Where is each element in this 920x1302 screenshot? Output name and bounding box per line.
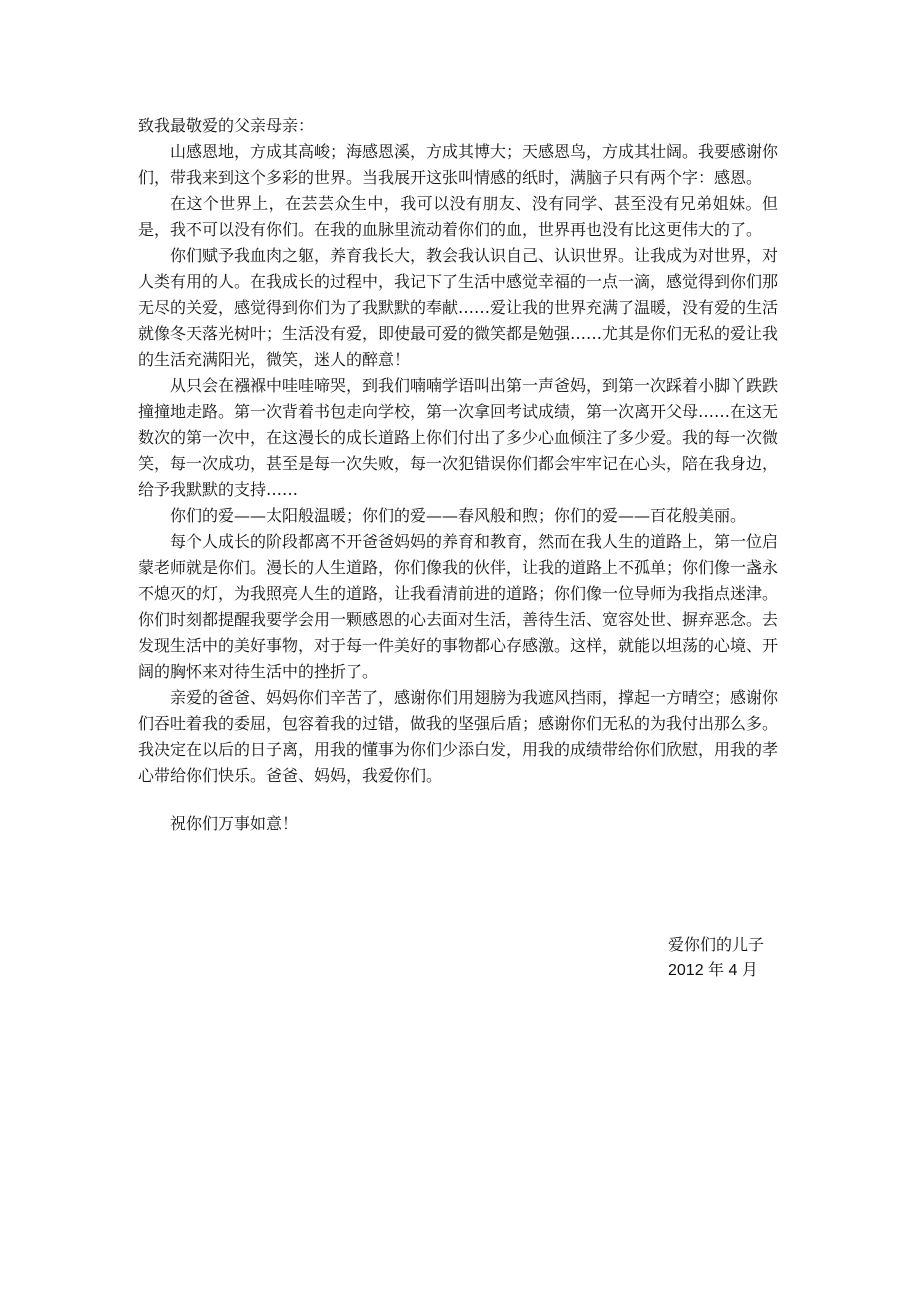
closing-wish: 祝你们万事如意！	[170, 814, 299, 833]
signature-block	[668, 932, 764, 984]
paragraph-6: 每个人成长的阶段都离不开爸爸妈妈的养育和教育，然而在我人生的道路上，第一位启蒙老师就是你们。漫长的人生道路，你们像我的伙伴，让我的道路上不孤单；你们像一盏永不熄灭的灯，为我照亮人生的道路，让我看清前进的道路；你们像一位导师为我指点迷津。你们时刻都提醒我要学会用一颗感恩的心去面对生活，善待生活、宽容处世、摒弃恶念。去发现生活中的美好事物，对于每一件美好的事物都心存感激。这样，就能以坦荡的心境、开阔的胸怀来对待生活中的挫折了。	[138, 532, 779, 681]
salutation: 致我最敬爱的父亲母亲：	[138, 116, 315, 135]
paragraph-2: 在这个世界上，在芸芸众生中，我可以没有朋友、没有同学、甚至没有兄弟姐妹。但是，我不可以没有你们。在我的血脉里流动着你们的血，世界再也没有比这更伟大的了。	[138, 194, 778, 239]
signature: 爱你们的儿子	[668, 935, 765, 954]
paragraph-1: 山感恩地，方成其高峻；海感恩溪，方成其博大；天感恩鸟，方成其壮阔。我要感谢你们，带我来到这个多彩的世界。当我展开这张叫情感的纸时，满脑子只有两个字：感恩。	[138, 142, 779, 187]
letter-body	[138, 113, 778, 837]
paragraph-4: 从只会在襁褓中哇哇啼哭，到我们喃喃学语叫出第一声爸妈，到第一次踩着小脚丫跌跌撞撞地走路。第一次背着书包走向学校，第一次拿回考试成绩，第一次离开父母……在这无数次的第一次中，在这漫长的成长道路上你们付出了多少心血倾注了多少爱。我的每一次微笑，每一次成功，甚至是每一次失败，每一次犯错误你们都会牢牢记在心头，陪在我身边，给予我默默的支持……	[138, 376, 779, 499]
paragraph-5: 你们的爱——太阳般温暖；你们的爱——春风般和煦；你们的爱——百花般美丽。	[170, 506, 747, 525]
paragraph-3: 你们赋予我血肉之躯，养育我长大，教会我认识自己、认识世界。让我成为对世界，对人类有用的人。在我成长的过程中，我记下了生活中感觉幸福的一点一滴，感觉得到你们那无尽的关爱，感觉得到你们为了我默默的奉献……爱让我的世界充满了温暖，没有爱的生活就像冬天落光树叶；生活没有爱，即使最可爱的微笑都是勉强……尤其是你们无私的爱让我的生活充满阳光，微笑，迷人的醉意！	[138, 246, 779, 369]
letter-date: 2012 年 4 月	[668, 962, 758, 979]
paragraph-7: 亲爱的爸爸、妈妈你们辛苦了，感谢你们用翅膀为我遮风挡雨，撑起一方晴空；感谢你们吞吐着我的委屈，包容着我的过错，做我的坚强后盾；感谢你们无私的为我付出那么多。我决定在以后的日子离，用我的懂事为你们少添白发，用我的成绩带给你们欣慰，用我的孝心带给你们快乐。爸爸、妈妈，我爱你们。	[138, 688, 779, 785]
